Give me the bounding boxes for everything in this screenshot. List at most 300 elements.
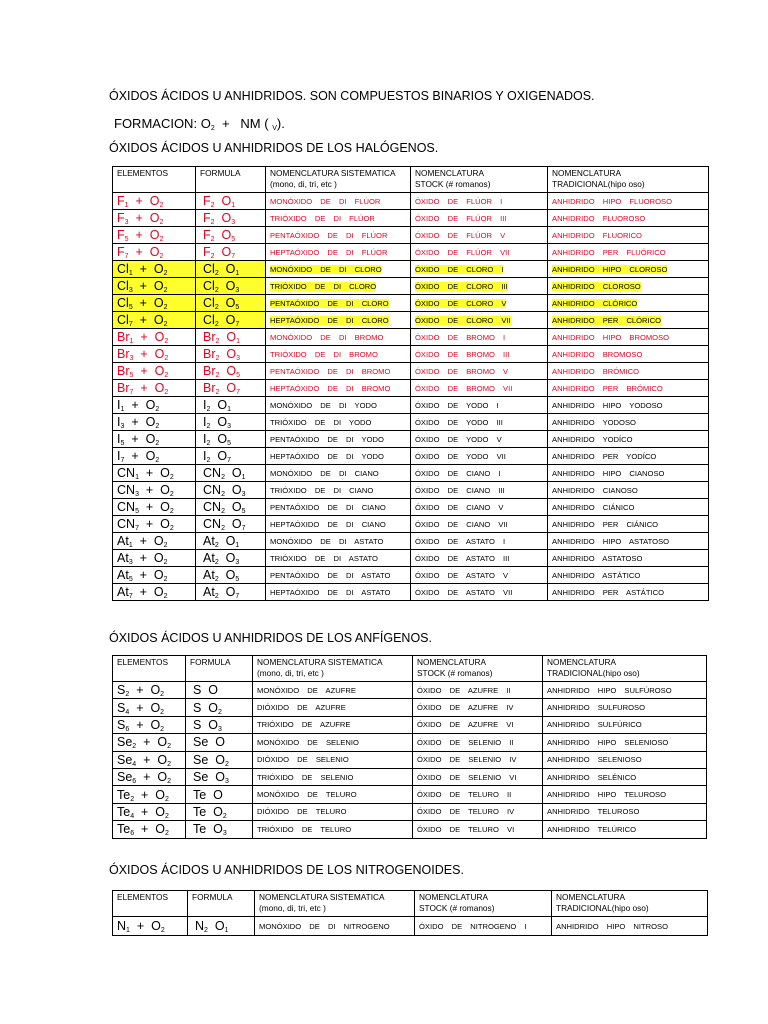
text: ANHIDRIDO BRÓMICO <box>552 366 640 376</box>
column-header <box>196 167 266 193</box>
text: Cl <box>203 262 215 276</box>
subscript: 2 <box>221 474 225 481</box>
element-cell: $S_4 + O_2$ <box>113 699 186 716</box>
text: ANHIDRIDO PER CLÓRICO <box>552 315 662 325</box>
subscript: 5 <box>227 440 231 447</box>
subscript: 1 <box>128 542 133 549</box>
table-row <box>113 699 707 716</box>
text: Cl <box>117 313 129 327</box>
subscript: 2 <box>210 219 215 226</box>
sistematica-cell <box>253 734 413 751</box>
subscript: 5 <box>124 236 129 243</box>
text: ANHIDRIDO CIANOSO <box>552 485 638 495</box>
stock-cell <box>411 584 548 601</box>
column-header <box>255 891 415 917</box>
subscript: 3 <box>222 830 227 838</box>
text: ANHIDRIDO HIPO TELUROSO <box>547 790 667 800</box>
table-row <box>113 448 709 465</box>
element-cell: $CN_7 + O_2$ <box>113 516 196 533</box>
text: MONÓXIDO DE DI BROMO <box>270 332 384 342</box>
subscript: 2 <box>204 927 208 934</box>
subscript: 2 <box>125 691 130 699</box>
table-row <box>113 917 708 936</box>
stock-cell <box>413 716 543 733</box>
formula-cell: Se $O_3$ <box>186 768 253 785</box>
text: ÓXIDO DE YODO I <box>415 400 499 410</box>
text: PENTAÓXIDO DE DI FLÚOR <box>270 230 388 240</box>
table-row <box>113 278 709 295</box>
subscript: 6 <box>132 778 137 786</box>
text: S <box>193 700 202 715</box>
formula-cell: S O <box>186 682 253 699</box>
element-cell: $Br_7 + O_2$ <box>113 380 196 397</box>
subscript: 5 <box>129 372 134 379</box>
column-header <box>186 656 253 682</box>
element-cell: $F_3 + O_2$ <box>113 210 196 227</box>
stock-cell <box>413 682 543 699</box>
text: ÓXIDO DE CLORO V <box>415 298 507 308</box>
text: CN <box>117 466 136 480</box>
subscript: 3 <box>128 287 133 294</box>
stock-cell <box>411 533 548 550</box>
subscript: 7 <box>135 525 139 532</box>
sistematica-cell <box>253 699 413 716</box>
subscript: 1 <box>231 202 236 209</box>
header-row <box>113 891 708 917</box>
text: ANHIDRIDO PER ASTÁTICO <box>552 587 664 597</box>
text: ANHIDRIDO PER CIÁNICO <box>552 519 659 529</box>
text: CN <box>117 517 136 531</box>
text: ÓXIDO DE ASTATO III <box>415 553 510 563</box>
text: At <box>203 585 215 599</box>
text: Se <box>193 770 209 785</box>
stock-cell <box>411 227 548 244</box>
text: ANHIDRIDO TELUROSO <box>547 807 640 817</box>
text: ANHIDRIDO FLUOROSO <box>552 213 646 223</box>
text: (mono, di, tri, etc ) <box>270 178 337 189</box>
tradicional-cell <box>543 682 707 699</box>
stock-cell <box>413 821 543 838</box>
text: S <box>117 683 126 698</box>
text: NOMENCLATURA <box>547 657 616 667</box>
subscript: 2 <box>224 760 229 768</box>
text: ANHIDRIDO BROMOSO <box>552 349 643 359</box>
formula-cell: $I_2$ $O_5$ <box>196 431 266 448</box>
stock-cell <box>411 346 548 363</box>
element-cell: $I_1 + O_2$ <box>113 397 196 414</box>
text: ÓXIDO DE SELENIO VI <box>417 772 517 782</box>
element-cell: $Cl_5 + O_2$ <box>113 295 196 312</box>
text: ÓXIDO DE SELENIO IV <box>417 755 517 765</box>
element-cell: $CN_5 + O_2$ <box>113 499 196 516</box>
formula-cell: Se $O_2$ <box>186 751 253 768</box>
table-row <box>113 482 709 499</box>
tradicional-cell <box>548 499 709 516</box>
text: N <box>195 919 205 933</box>
subscript: 2 <box>221 491 225 498</box>
subscript: 2 <box>130 795 135 803</box>
stock-cell <box>411 193 548 210</box>
subscript: 7 <box>227 457 231 464</box>
tradicional-cell <box>548 244 709 261</box>
text: ÓXIDO DE FLÚOR I <box>415 196 503 206</box>
element-cell: $Cl_3 + O_2$ <box>113 278 196 295</box>
subscript: 5 <box>235 576 240 583</box>
tradicional-cell <box>548 550 709 567</box>
text: (mono, di, tri, etc ) <box>259 902 326 913</box>
text: FORMULA <box>190 657 231 667</box>
text: At <box>117 534 129 548</box>
subscript: 3 <box>224 778 229 786</box>
formula-cell: $N_2$ $O_1$ <box>188 917 255 936</box>
text: ÓXIDO DE AZUFRE VI <box>417 720 514 730</box>
subscript: 2 <box>206 457 211 464</box>
text: ANHIDRIDO ASTÁTICO <box>552 570 641 580</box>
text: ÓXIDO DE TELURO VI <box>417 824 515 834</box>
stock-cell <box>411 482 548 499</box>
text: At <box>203 534 215 548</box>
text: CN <box>117 483 136 497</box>
subscript: 7 <box>124 253 129 260</box>
subscript: 2 <box>214 304 219 311</box>
subscript: 2 <box>214 287 219 294</box>
text: Br <box>203 381 216 395</box>
stock-cell <box>413 768 543 785</box>
column-header <box>543 656 707 682</box>
text: At <box>117 551 129 565</box>
formula-cell: $At_2$ $O_3$ <box>196 550 266 567</box>
text: F <box>117 228 125 242</box>
text: I <box>117 415 121 429</box>
text: FORMULA <box>192 892 233 902</box>
subscript: 3 <box>235 559 240 566</box>
text: ELEMENTOS <box>117 168 169 178</box>
text: NOMENCLATURA SISTEMATICA <box>259 892 385 902</box>
table-row <box>113 193 709 210</box>
subscript: 7 <box>128 321 133 328</box>
text: Se <box>117 770 133 785</box>
subscript: 7 <box>235 321 240 328</box>
text: Cl <box>203 313 215 327</box>
text: CN <box>203 500 222 514</box>
subscript: 2 <box>222 812 227 820</box>
section-title-nitrogenoides: ÓXIDOS ÁCIDOS U ANHIDRIDOS DE LOS NITROGENOIDES. <box>109 863 464 877</box>
text: TRADICIONAL(hipo oso) <box>556 902 649 913</box>
formula-cell: $F_2$ $O_7$ <box>196 244 266 261</box>
stock-cell <box>413 803 543 820</box>
text: STOCK (# romanos) <box>415 178 491 189</box>
sistematica-cell <box>253 682 413 699</box>
formula-cell: $Br_2$ $O_5$ <box>196 363 266 380</box>
element-cell: $CN_1 + O_2$ <box>113 465 196 482</box>
text: N <box>117 919 127 933</box>
element-cell: $At_1 + O_2$ <box>113 533 196 550</box>
text: TRADICIONAL(hipo oso) <box>547 667 640 678</box>
sistematica-cell <box>253 821 413 838</box>
table-row <box>113 533 709 550</box>
sistematica-cell <box>266 499 411 516</box>
text: ANHIDRIDO HIPO CIANOSO <box>552 468 665 478</box>
table-row <box>113 244 709 261</box>
subscript: 2 <box>214 593 219 600</box>
element-cell: $I_7 + O_2$ <box>113 448 196 465</box>
text: TRIÓXIDO DE DI CIANO <box>270 485 374 495</box>
text: ANHIDRIDO CLÓRICO <box>552 298 638 308</box>
text: MONÓXIDO DE DI NITROGENO <box>259 921 390 931</box>
element-cell: $Cl_7 + O_2$ <box>113 312 196 329</box>
text: ANHIDRIDO SELENIOSO <box>547 755 642 765</box>
subscript: 2 <box>210 202 215 209</box>
stock-cell <box>411 380 548 397</box>
text: ÓXIDO DE BROMO VII <box>415 383 513 393</box>
text: HEPTAÓXIDO DE DI BROMO <box>270 383 391 393</box>
subscript: 1 <box>235 542 240 549</box>
stock-cell <box>413 734 543 751</box>
tradicional-cell <box>548 465 709 482</box>
table-row <box>113 716 707 733</box>
subscript: 2 <box>221 508 225 515</box>
text: STOCK (# romanos) <box>417 667 493 678</box>
formula-cell: $F_2$ $O_5$ <box>196 227 266 244</box>
text: MONÓXIDO DE DI CIANO <box>270 468 379 478</box>
stock-cell <box>411 448 548 465</box>
sistematica-cell <box>266 465 411 482</box>
subscript: 2 <box>214 321 219 328</box>
text: MONÓXIDO DE AZUFRE <box>257 685 356 695</box>
text: ÓXIDO DE YODO VII <box>415 451 506 461</box>
stock-cell <box>411 397 548 414</box>
text: ÓXIDO DE ASTATO VII <box>415 587 513 597</box>
stock-cell <box>413 751 543 768</box>
text: Se <box>117 752 133 767</box>
subscript: 2 <box>206 423 211 430</box>
text: Br <box>117 330 130 344</box>
subscript: 3 <box>241 491 246 498</box>
text: HEPTAÓXIDO DE DI CLORO <box>270 315 389 325</box>
text: NOMENCLATURA SISTEMATICA <box>257 657 383 667</box>
element-cell: $Te_2 + O_2$ <box>113 786 186 803</box>
column-header <box>552 891 708 917</box>
column-header <box>113 891 188 917</box>
stock-cell <box>411 329 548 346</box>
text: ANHIDRIDO HIPO ASTATOSO <box>552 536 670 546</box>
subscript: 3 <box>227 423 231 430</box>
formula-cell: Se O <box>186 734 253 751</box>
subscript: 3 <box>218 725 222 733</box>
stock-cell <box>411 210 548 227</box>
text: MONÓXIDO DE TELURO <box>257 790 357 800</box>
element-cell: $I_5 + O_2$ <box>113 431 196 448</box>
subscript: 3 <box>235 287 240 294</box>
formula-cell: $Cl_2$ $O_5$ <box>196 295 266 312</box>
table-row <box>113 363 709 380</box>
sistematica-cell <box>266 210 411 227</box>
text: ÓXIDO DE CIANO I <box>415 468 501 478</box>
text: Br <box>203 330 216 344</box>
text: F <box>203 245 211 259</box>
text: Br <box>117 364 130 378</box>
formula-cell: $CN_2$ $O_3$ <box>196 482 266 499</box>
stock-cell <box>411 312 548 329</box>
text: (mono, di, tri, etc ) <box>257 667 324 678</box>
sistematica-cell <box>266 193 411 210</box>
stock-cell <box>411 295 548 312</box>
page-title: ÓXIDOS ÁCIDOS U ANHIDRIDOS. SON COMPUESTOS BINARIOS Y OXIGENADOS. <box>109 89 595 103</box>
text: NOMENCLATURA <box>552 168 621 178</box>
sistematica-cell <box>266 516 411 533</box>
subscript: 5 <box>235 304 240 311</box>
text: ANHIDRIDO SULFUROSO <box>547 703 645 713</box>
text: TRIÓXIDO DE DI CLORO <box>270 281 377 291</box>
subscript: 3 <box>231 219 236 226</box>
table-row <box>113 414 709 431</box>
sistematica-cell <box>266 431 411 448</box>
text: NOMENCLATURA SISTEMATICA <box>270 168 396 178</box>
column-header <box>413 656 543 682</box>
table-row <box>113 210 709 227</box>
text: S <box>117 717 126 732</box>
column-header <box>113 167 196 193</box>
text: PENTAÓXIDO DE DI BROMO <box>270 366 391 376</box>
text: CN <box>117 500 136 514</box>
text: ÓXIDO DE SELENIO II <box>417 737 514 747</box>
formula-cell: $Cl_2$ $O_1$ <box>196 261 266 278</box>
text: ANHIDRIDO HIPO CLOROSO <box>552 264 668 274</box>
text: MONÓXIDO DE DI YODO <box>270 400 377 410</box>
subscript: 2 <box>132 743 137 751</box>
subscript: 1 <box>235 270 240 277</box>
element-cell: $F_5 + O_2$ <box>113 227 196 244</box>
element-cell: $At_7 + O_2$ <box>113 584 196 601</box>
text: TRADICIONAL(hipo oso) <box>552 178 645 189</box>
text: Se <box>193 752 209 767</box>
text: NOMENCLATURA <box>415 168 484 178</box>
text: ÓXIDO DE BROMO I <box>415 332 506 342</box>
text: PENTAÓXIDO DE DI CLORO <box>270 298 389 308</box>
sistematica-cell <box>253 803 413 820</box>
text: FORMULA <box>200 168 241 178</box>
element-cell: $Te_4 + O_2$ <box>113 803 186 820</box>
text: S <box>117 700 126 715</box>
text: ÓXIDO DE CIANO V <box>415 502 504 512</box>
formula-cell: Te $O_2$ <box>186 803 253 820</box>
formula-cell: $Br_2$ $O_3$ <box>196 346 266 363</box>
tradicional-cell <box>543 699 707 716</box>
subscript: 4 <box>130 812 135 820</box>
subscript: 2 <box>214 270 219 277</box>
table-row <box>113 550 709 567</box>
text: DIÓXIDO DE AZUFRE <box>257 703 346 713</box>
text: F <box>203 194 211 208</box>
tradicional-cell <box>552 917 708 936</box>
formula-cell: $CN_2$ $O_1$ <box>196 465 266 482</box>
text: ANHIDRIDO PER BRÓMICO <box>552 383 663 393</box>
sistematica-cell <box>266 397 411 414</box>
text: At <box>203 568 215 582</box>
text: TRIÓXIDO DE SELENIO <box>257 772 354 782</box>
text: ANHIDRIDO YODOSO <box>552 417 636 427</box>
text: TRIÓXIDO DE TELURO <box>257 824 352 834</box>
subscript: 2 <box>215 338 220 345</box>
subscript: 2 <box>214 542 219 549</box>
formula-cell: $I_2$ $O_1$ <box>196 397 266 414</box>
text: CN <box>203 517 222 531</box>
element-cell: $F_7 + O_2$ <box>113 244 196 261</box>
subscript: 2 <box>210 253 215 260</box>
table-row <box>113 734 707 751</box>
text: ANHIDRIDO PER FLUÓRICO <box>552 247 666 257</box>
text: MONÓXIDO DE DI CLORO <box>270 264 382 274</box>
subscript: 1 <box>128 270 133 277</box>
formula-cell: $F_2$ $O_3$ <box>196 210 266 227</box>
subscript: 2 <box>215 372 220 379</box>
text: ÓXIDO DE FLÚOR V <box>415 230 506 240</box>
text: Te <box>117 804 131 819</box>
text: Te <box>193 787 207 802</box>
table-row <box>113 821 707 838</box>
table-row <box>113 346 709 363</box>
subscript: 1 <box>124 202 129 209</box>
sistematica-cell <box>266 312 411 329</box>
element-cell: $Br_3 + O_2$ <box>113 346 196 363</box>
formula-cell: $At_2$ $O_1$ <box>196 533 266 550</box>
tradicional-cell <box>548 346 709 363</box>
formula-cell: $CN_2$ $O_5$ <box>196 499 266 516</box>
tradicional-cell <box>548 533 709 550</box>
formula-cell: $Br_2$ $O_7$ <box>196 380 266 397</box>
tradicional-cell <box>548 448 709 465</box>
column-header <box>266 167 411 193</box>
formula-cell: $Br_2$ $O_1$ <box>196 329 266 346</box>
element-cell: $F_1 + O_2$ <box>113 193 196 210</box>
text: ÓXIDO DE NITROGENO I <box>419 921 527 931</box>
stock-cell <box>413 786 543 803</box>
table-row <box>113 431 709 448</box>
formula-cell: $I_2$ $O_7$ <box>196 448 266 465</box>
subscript: 2 <box>206 406 211 413</box>
text: PENTAÓXIDO DE DI CIANO <box>270 502 386 512</box>
formula-cell: $Cl_2$ $O_7$ <box>196 312 266 329</box>
element-cell: $Se_4 + O_2$ <box>113 751 186 768</box>
table-row <box>113 682 707 699</box>
formula-cell: $At_2$ $O_7$ <box>196 584 266 601</box>
sistematica-cell <box>266 363 411 380</box>
sistematica-cell <box>266 227 411 244</box>
tradicional-cell <box>548 516 709 533</box>
element-cell: $CN_3 + O_2$ <box>113 482 196 499</box>
header-row <box>113 656 707 682</box>
text: DIÓXIDO DE SELENIO <box>257 755 349 765</box>
text: ANHIDRIDO HIPO FLUOROSO <box>552 196 673 206</box>
subscript: 3 <box>128 559 133 566</box>
table-row <box>113 499 709 516</box>
text: ANHIDRIDO SELÉNICO <box>547 772 637 782</box>
text: F <box>117 194 125 208</box>
text: F <box>117 211 125 225</box>
sistematica-cell <box>266 448 411 465</box>
text: ANHIDRIDO CIÁNICO <box>552 502 635 512</box>
text: S <box>193 717 202 732</box>
element-cell: $Br_1 + O_2$ <box>113 329 196 346</box>
column-header <box>411 167 548 193</box>
text: F <box>117 245 125 259</box>
text: ÓXIDO DE AZUFRE II <box>417 685 511 695</box>
tradicional-cell <box>543 768 707 785</box>
stock-cell <box>411 431 548 448</box>
subscript: 2 <box>206 440 211 447</box>
sistematica-cell <box>266 261 411 278</box>
sistematica-cell <box>266 414 411 431</box>
